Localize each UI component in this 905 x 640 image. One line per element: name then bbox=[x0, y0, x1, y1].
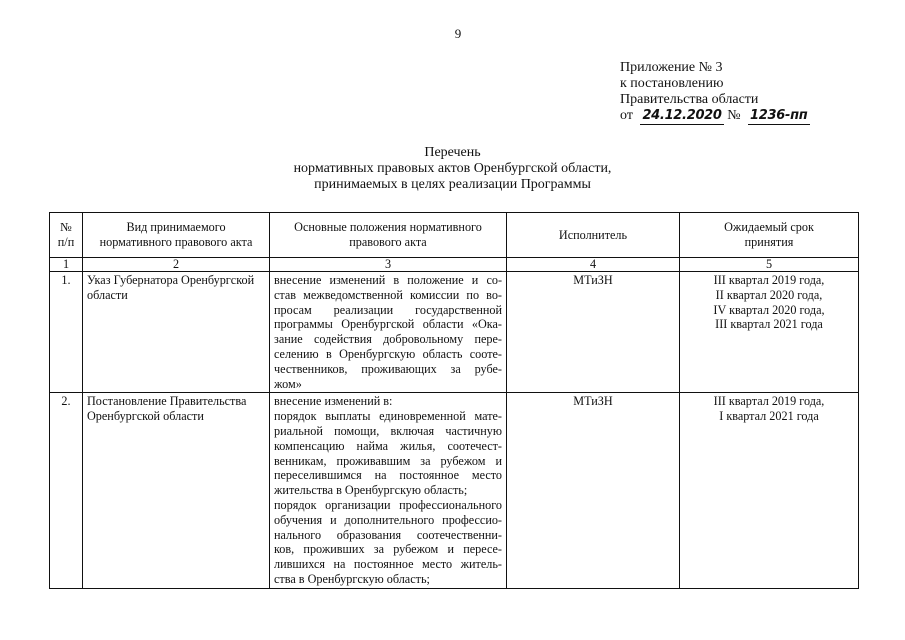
cell-line: II квартал 2020 года, bbox=[715, 287, 823, 302]
cell-line: лившихся на постоянное место житель- bbox=[274, 557, 502, 572]
cell-line: Оренбургской области bbox=[87, 409, 204, 424]
executor-cell: МТиЗН bbox=[507, 393, 680, 588]
column-number-row bbox=[50, 258, 859, 272]
cell-line: III квартал 2021 года bbox=[715, 317, 823, 332]
cell-line: нального образования соотечественни- bbox=[274, 527, 502, 542]
appendix-line-3: Правительства области bbox=[620, 92, 759, 107]
cell-line: ков, проживших за рубежом и пересе- bbox=[274, 542, 502, 557]
column-number: 2 bbox=[83, 258, 270, 272]
column-number: 3 bbox=[270, 258, 507, 272]
handwritten-date: 24.12.2020 bbox=[642, 108, 722, 123]
header-text: Основные положения нормативного bbox=[294, 220, 482, 235]
cell-line: селению в Оренбургскую область соотe- bbox=[274, 346, 502, 361]
cell-line: риальной помощи, включая частичную bbox=[274, 423, 502, 438]
cell-line: I квартал 2021 года bbox=[719, 409, 819, 424]
header-executor bbox=[507, 213, 680, 258]
heading-line-1: Перечень bbox=[424, 145, 481, 160]
provisions-cell bbox=[270, 272, 507, 393]
date-prefix: от bbox=[620, 108, 633, 123]
header-text: № bbox=[60, 220, 72, 235]
table-row bbox=[50, 393, 859, 588]
header-act-type bbox=[83, 213, 270, 258]
cell-line: чественников, проживающих за рубе- bbox=[274, 361, 502, 376]
cell-line: порядок организации профессионального bbox=[274, 497, 502, 512]
cell-line: жом» bbox=[274, 376, 302, 391]
cell-line: компенсацию найма жилья, соотечест- bbox=[274, 438, 502, 453]
row-number: 2. bbox=[50, 393, 83, 588]
header-terms bbox=[680, 213, 859, 258]
cell-line: области bbox=[87, 287, 128, 302]
handwritten-number: 1236-пп bbox=[750, 108, 808, 123]
cell-line: Постановление Правительства bbox=[87, 394, 247, 409]
cell-line: просам реализации государственной bbox=[274, 302, 502, 317]
act-type-cell bbox=[83, 393, 270, 588]
cell-line: III квартал 2019 года, bbox=[713, 394, 825, 409]
cell-line: внесение изменений в: bbox=[274, 394, 393, 409]
appendix-line-2: к постановлению bbox=[620, 76, 724, 91]
header-provisions bbox=[270, 213, 507, 258]
number-prefix: № bbox=[727, 108, 741, 123]
cell-line: порядок выплаты единовременной мате- bbox=[274, 409, 502, 424]
cell-line: венникам, проживавшим за рубежом и bbox=[274, 453, 502, 468]
header-text: Исполнитель bbox=[558, 227, 628, 242]
header-text: Вид принимаемого bbox=[126, 220, 226, 235]
header-text: п/п bbox=[57, 235, 75, 249]
heading-line-3: принимаемых в целях реализации Программы bbox=[314, 177, 591, 192]
appendix-line-1: Приложение № 3 bbox=[620, 60, 723, 75]
cell-line: внесение изменений в положение и со- bbox=[274, 273, 502, 287]
cell-line: программы Оренбургской области «Ока- bbox=[274, 317, 502, 332]
header-text: правового акта bbox=[349, 235, 427, 249]
acts-table bbox=[49, 212, 859, 589]
header-text: Ожидаемый срок bbox=[724, 220, 814, 235]
header-number bbox=[50, 213, 83, 258]
terms-cell bbox=[680, 272, 859, 393]
terms-cell bbox=[680, 393, 859, 588]
act-type-cell bbox=[83, 272, 270, 393]
header-text: принятия bbox=[744, 235, 794, 249]
cell-line: став межведомственной комиссии по во- bbox=[274, 287, 502, 302]
row-number: 1. bbox=[50, 272, 83, 393]
cell-line: переселившимся на постоянное место bbox=[274, 468, 502, 483]
header-text: нормативного правового акта bbox=[99, 235, 253, 249]
cell-line: III квартал 2019 года, bbox=[713, 273, 825, 287]
cell-line: зание содействия добровольному пере- bbox=[274, 332, 502, 347]
cell-line: обучения и дополнительного профессио- bbox=[274, 512, 502, 527]
column-number: 1 bbox=[50, 258, 83, 272]
executor-cell: МТиЗН bbox=[507, 272, 680, 393]
cell-line: Указ Губернатора Оренбургской bbox=[87, 273, 255, 287]
document-heading bbox=[200, 145, 705, 193]
heading-line-2: нормативных правовых актов Оренбургской области, bbox=[293, 161, 612, 176]
page-number: 9 bbox=[454, 26, 462, 41]
cell-line: IV квартал 2020 года, bbox=[713, 302, 825, 317]
cell-line: ства в Оренбургскую область; bbox=[274, 571, 430, 586]
table-row bbox=[50, 272, 859, 393]
column-number: 5 bbox=[680, 258, 859, 272]
table-header-row bbox=[50, 213, 859, 258]
provisions-cell bbox=[270, 393, 507, 588]
cell-line: жительства в Оренбургскую область; bbox=[274, 483, 468, 498]
column-number: 4 bbox=[507, 258, 680, 272]
appendix-date-line bbox=[620, 108, 860, 125]
appendix-block bbox=[620, 60, 860, 125]
